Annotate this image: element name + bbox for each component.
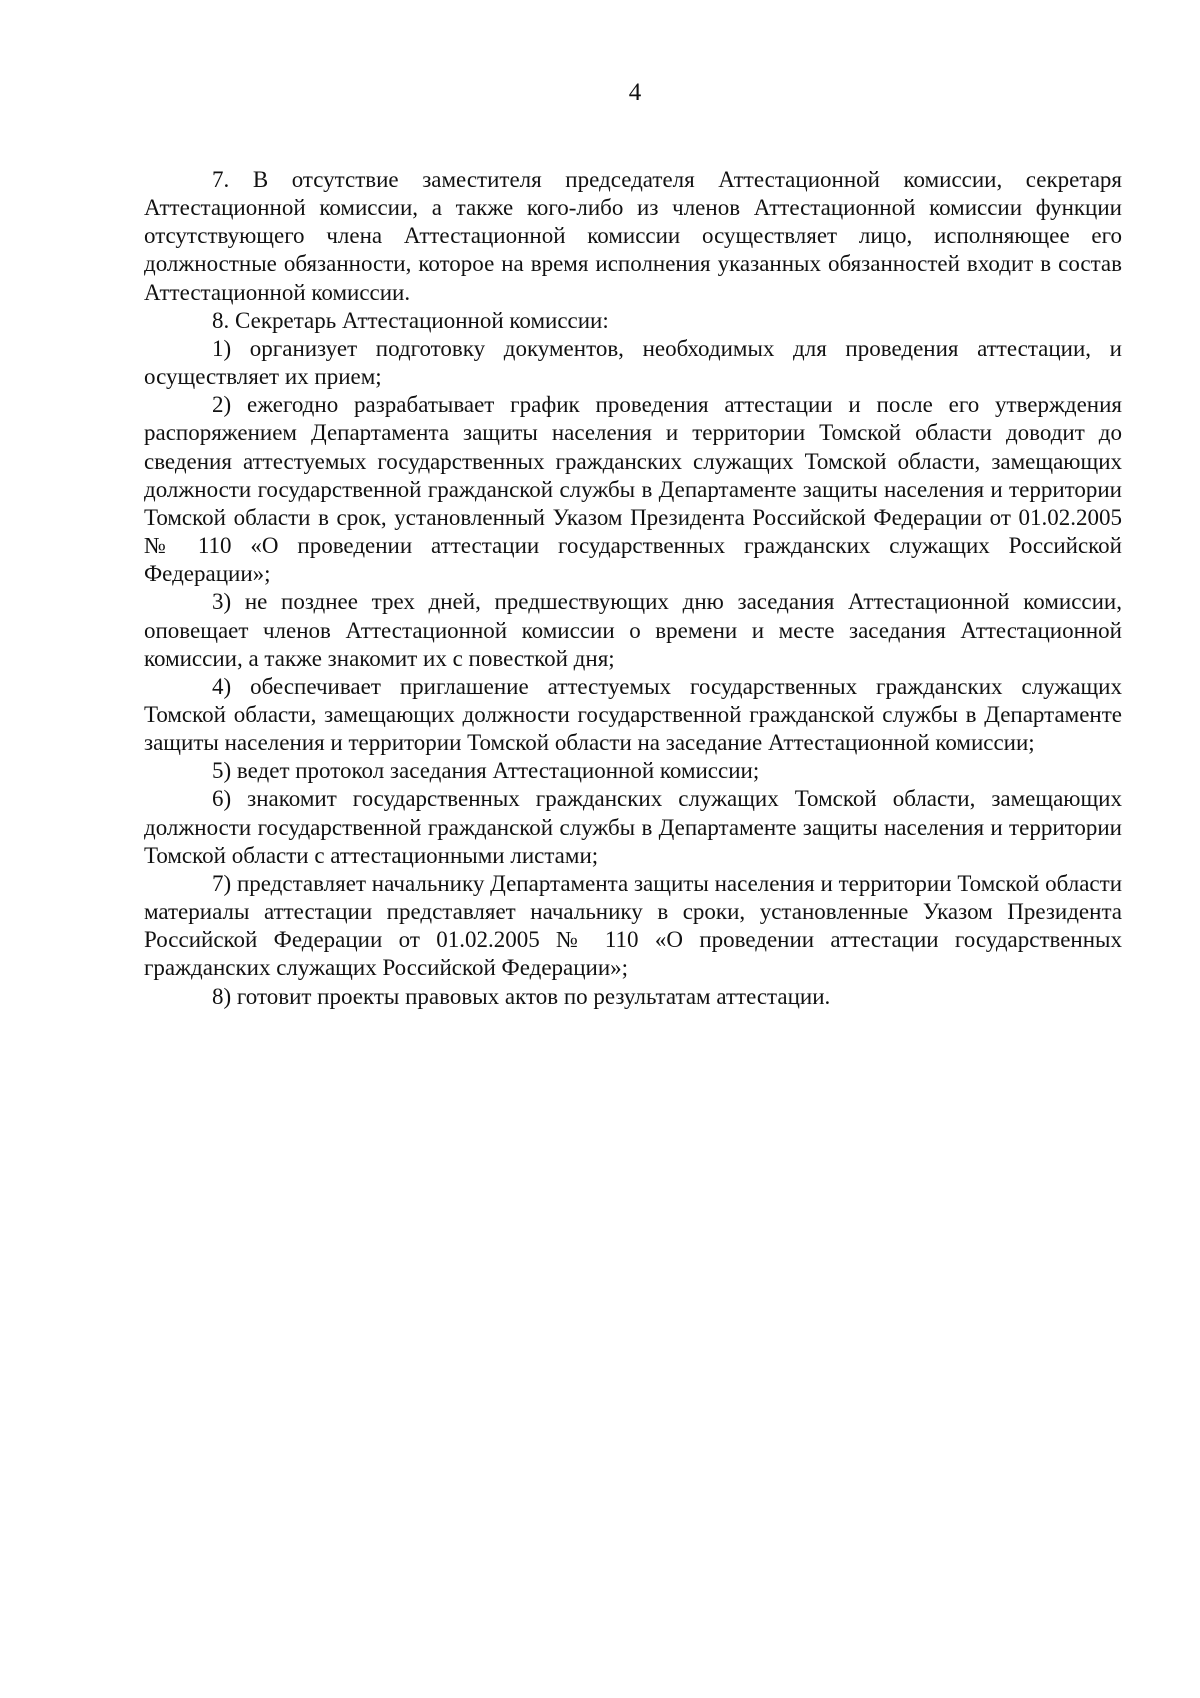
list-item-4: 4) обеспечивает приглашение аттестуемых государственных гражданских служащих Томской области, замещающих должности государственной гражданской службы в Департаменте защиты населения и территории Томской области на заседание Аттестационной комиссии;: [144, 673, 1122, 756]
list-item-6: 6) знакомит государственных гражданских служащих Томской области, замещающих должности государственной гражданской службы в Департаменте защиты населения и территории Томской области с аттестационными листами;: [144, 786, 1122, 868]
document-body: [144, 166, 1122, 1011]
list-item-2: 2) ежегодно разрабатывает график проведения аттестации и после его утверждения распоряжением Департамента защиты населения и территории Томской области доводит до сведения аттестуемых государственных гражданских служащих Томской области, замещающих должности государственной гражданской службы в Департаменте защиты населения и территории Томской области в срок, установленный Указом Президента Российской Федерации от 01.02.2005 № 110 «О проведении аттестации государственных гражданских служащих Российской Федерации»;: [144, 392, 1122, 587]
page-number: 4: [628, 79, 642, 106]
list-item-8: 8) готовит проекты правовых актов по результатам аттестации.: [212, 983, 831, 1009]
list-item-1: 1) организует подготовку документов, необходимых для проведения аттестации, и осуществляет их прием;: [144, 335, 1122, 390]
paragraph-7: 7. В отсутствие заместителя председателя Аттестационной комиссии, секретаря Аттестационной комиссии, а также кого-либо из членов Аттестационной комиссии функции отсутствующего члена Аттестационной комиссии осуществляет лицо, исполняющее его должностные обязанности, которое на время исполнения указанных обязанностей входит в состав Аттестационной комиссии.: [144, 167, 1122, 305]
list-item-3: 3) не позднее трех дней, предшествующих дню заседания Аттестационной комиссии, оповещает членов Аттестационной комиссии о времени и месте заседания Аттестационной комиссии, а также знакомит их с повесткой дня;: [144, 589, 1122, 671]
list-item-7: 7) представляет начальнику Департамента защиты населения и территории Томской области материалы аттестации представляет начальнику в сроки, установленные Указом Президента Российской Федерации от 01.02.2005 № 110 «О проведении аттестации государственных гражданских служащих Российской Федерации»;: [144, 870, 1122, 981]
paragraph-8: 8. Секретарь Аттестационной комиссии:: [212, 307, 609, 333]
list-item-5: 5) ведет протокол заседания Аттестационной комиссии;: [212, 758, 760, 784]
